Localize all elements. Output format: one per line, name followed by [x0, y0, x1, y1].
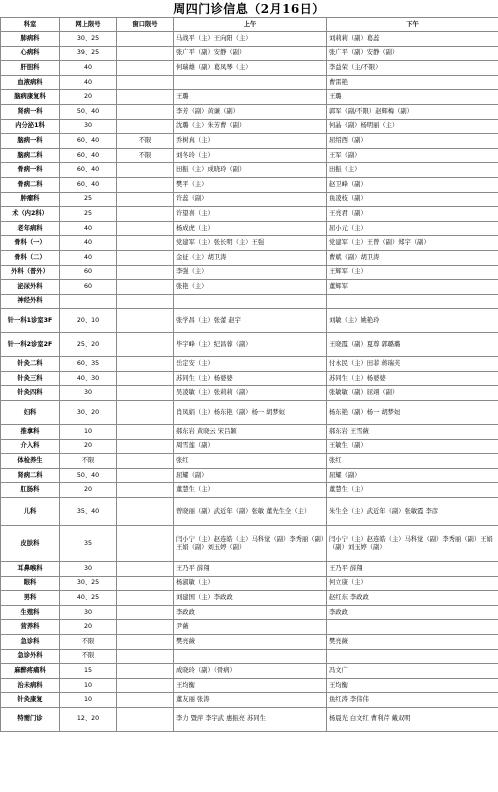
- afternoon-doctors-cell: 何立康（主）: [327, 576, 498, 591]
- window-limit-cell: [117, 119, 174, 134]
- afternoon-doctors-cell: 董慧生（主）: [327, 483, 498, 498]
- online-limit-cell: 30、20: [60, 401, 117, 425]
- sheet-title: 周四门诊信息（2月16日）: [173, 2, 325, 16]
- dept-cell: 急诊外科: [1, 649, 60, 664]
- dept-cell: 肾病一科: [1, 104, 60, 119]
- dept-cell: 泌尿外科: [1, 280, 60, 295]
- table-row: [1, 664, 498, 679]
- schedule-table: [0, 17, 498, 732]
- online-limit-cell: 30、25: [60, 576, 117, 591]
- table-row: [1, 401, 498, 425]
- table-row: [1, 148, 498, 163]
- dept-cell: 特需门诊: [1, 707, 60, 731]
- window-limit-cell: [117, 483, 174, 498]
- table-row: [1, 250, 498, 265]
- window-limit-cell: 不限: [117, 134, 174, 149]
- online-limit-cell: 20、10: [60, 309, 117, 333]
- window-limit-cell: [117, 357, 174, 372]
- online-limit-cell: 40: [60, 75, 117, 90]
- morning-doctors-cell: 沈璐（主）朱芳曹（副）: [174, 119, 327, 134]
- afternoon-doctors-cell: 赵卫峰（副）: [327, 177, 498, 192]
- window-limit-cell: [117, 250, 174, 265]
- table-row: [1, 221, 498, 236]
- table-row: [1, 119, 498, 134]
- online-limit-cell: 30: [60, 119, 117, 134]
- dept-cell: 眼科: [1, 576, 60, 591]
- table-row: [1, 605, 498, 620]
- table-row: [1, 309, 498, 333]
- dept-cell: 老年病科: [1, 221, 60, 236]
- dept-cell: 骨科（二）: [1, 250, 60, 265]
- table-row: [1, 357, 498, 372]
- table-row: [1, 693, 498, 708]
- table-row: [1, 591, 498, 606]
- dept-cell: 皮肤科: [1, 526, 60, 562]
- online-limit-cell: 35: [60, 526, 117, 562]
- online-limit-cell: [60, 294, 117, 309]
- morning-doctors-cell: 李力 暨萍 李宇武 惠振亮 苏同生: [174, 707, 327, 731]
- afternoon-doctors-cell: 王敏生（副）: [327, 439, 498, 454]
- afternoon-doctors-cell: 赵红东 李政政: [327, 591, 498, 606]
- morning-doctors-cell: 岳定安（主）: [174, 357, 327, 372]
- table-row: [1, 294, 498, 309]
- table-row: [1, 454, 498, 469]
- afternoon-doctors-cell: 董辉军: [327, 280, 498, 295]
- online-limit-cell: 60、40: [60, 177, 117, 192]
- dept-cell: 男科: [1, 591, 60, 606]
- window-limit-cell: [117, 498, 174, 526]
- dept-cell: 内分泌1科: [1, 119, 60, 134]
- table-row: [1, 483, 498, 498]
- window-limit-cell: [117, 664, 174, 679]
- window-limit-cell: [117, 635, 174, 650]
- dept-cell: 肛肠科: [1, 483, 60, 498]
- morning-doctors-cell: 屈耀（副）: [174, 468, 327, 483]
- dept-cell: 骨病一科: [1, 163, 60, 178]
- morning-doctors-cell: 董友丽 张涛: [174, 693, 327, 708]
- online-limit-cell: 不限: [60, 649, 117, 664]
- morning-doctors-cell: 党建军（主）张长明（主）王强: [174, 236, 327, 251]
- dept-cell: 营养科: [1, 620, 60, 635]
- morning-doctors-cell: 许望喜（主）: [174, 207, 327, 222]
- window-limit-cell: [117, 163, 174, 178]
- online-limit-cell: 30、25: [60, 32, 117, 47]
- window-limit-cell: [117, 591, 174, 606]
- window-limit-cell: [117, 371, 174, 386]
- window-limit-cell: [117, 707, 174, 731]
- dept-cell: 麻醉疼痛科: [1, 664, 60, 679]
- afternoon-doctors-cell: [327, 294, 498, 309]
- window-limit-cell: [117, 439, 174, 454]
- dept-cell: 治未病科: [1, 678, 60, 693]
- afternoon-doctors-cell: 王军（副）: [327, 148, 498, 163]
- online-limit-cell: 60、35: [60, 357, 117, 372]
- header-afternoon: 下午: [327, 18, 498, 32]
- dept-cell: 急诊科: [1, 635, 60, 650]
- table-row: [1, 386, 498, 401]
- afternoon-doctors-cell: 曹斌（副）胡卫涛: [327, 250, 498, 265]
- morning-doctors-cell: 张红: [174, 454, 327, 469]
- dept-cell: 心病科: [1, 46, 60, 61]
- online-limit-cell: 60: [60, 280, 117, 295]
- table-row: [1, 32, 498, 47]
- morning-doctors-cell: 何瑞雄（副）葛凤琴（主）: [174, 61, 327, 76]
- afternoon-doctors-cell: 刘莉莉（副）葛蕊: [327, 32, 498, 47]
- afternoon-doctors-cell: 王璐: [327, 90, 498, 105]
- online-limit-cell: 12、20: [60, 707, 117, 731]
- online-limit-cell: 20: [60, 90, 117, 105]
- table-row: [1, 90, 498, 105]
- afternoon-doctors-cell: 付永民（主）田菲 蒋瑞芙: [327, 357, 498, 372]
- dept-cell: 耳鼻喉科: [1, 562, 60, 577]
- morning-doctors-cell: 曾晓丽（副）武近年（副）张敏 董先生全（主）: [174, 498, 327, 526]
- online-limit-cell: 35、40: [60, 498, 117, 526]
- online-limit-cell: 30: [60, 605, 117, 620]
- afternoon-doctors-cell: 郝东岩 王雪薇: [327, 425, 498, 440]
- table-row: [1, 61, 498, 76]
- table-row: [1, 192, 498, 207]
- morning-doctors-cell: 张广平（副）安静（副）: [174, 46, 327, 61]
- window-limit-cell: [117, 236, 174, 251]
- table-row: [1, 678, 498, 693]
- online-limit-cell: 15: [60, 664, 117, 679]
- online-limit-cell: 30: [60, 386, 117, 401]
- window-limit-cell: [117, 562, 174, 577]
- afternoon-doctors-cell: 王亮君（副）: [327, 207, 498, 222]
- afternoon-doctors-cell: 鱼红涛 李伟伟: [327, 693, 498, 708]
- morning-doctors-cell: 李芳（副）黄谦（副）: [174, 104, 327, 119]
- window-limit-cell: [117, 309, 174, 333]
- schedule-table-body: [1, 18, 498, 732]
- morning-doctors-cell: 王璐: [174, 90, 327, 105]
- online-limit-cell: 40、30: [60, 371, 117, 386]
- online-limit-cell: 40、25: [60, 591, 117, 606]
- online-limit-cell: 60: [60, 265, 117, 280]
- dept-cell: 脑病康复科: [1, 90, 60, 105]
- table-row: [1, 104, 498, 119]
- online-limit-cell: 20: [60, 439, 117, 454]
- online-limit-cell: 不限: [60, 635, 117, 650]
- window-limit-cell: 不限: [117, 148, 174, 163]
- morning-doctors-cell: 王乃平 薛翔: [174, 562, 327, 577]
- afternoon-doctors-cell: 闫小宁（主）赵连皓（主）马科觉（副）李秀丽（副）王娟（副）刘玉婷（副）: [327, 526, 498, 562]
- online-limit-cell: 40: [60, 250, 117, 265]
- online-limit-cell: 10: [60, 693, 117, 708]
- morning-doctors-cell: 许蕊（副）: [174, 192, 327, 207]
- morning-doctors-cell: 田振（主）成晓玲（副）: [174, 163, 327, 178]
- afternoon-doctors-cell: 何晶（副）杨明丽（主）: [327, 119, 498, 134]
- window-limit-cell: [117, 192, 174, 207]
- table-row: [1, 425, 498, 440]
- afternoon-doctors-cell: 苏同生（主）杨婆婆: [327, 371, 498, 386]
- dept-cell: 针灸三科: [1, 371, 60, 386]
- window-limit-cell: [117, 46, 174, 61]
- online-limit-cell: 10: [60, 425, 117, 440]
- morning-doctors-cell: 金征（主）胡卫涛: [174, 250, 327, 265]
- table-row: [1, 562, 498, 577]
- afternoon-doctors-cell: 王均衡: [327, 678, 498, 693]
- window-limit-cell: [117, 605, 174, 620]
- table-row: [1, 707, 498, 731]
- morning-doctors-cell: [174, 294, 327, 309]
- window-limit-cell: [117, 678, 174, 693]
- dept-cell: 推拿科: [1, 425, 60, 440]
- morning-doctors-cell: 苏同生（主）杨婆婆: [174, 371, 327, 386]
- online-limit-cell: 40: [60, 236, 117, 251]
- dept-cell: 骨病二科: [1, 177, 60, 192]
- afternoon-doctors-cell: 张广平（副）安静（副）: [327, 46, 498, 61]
- dept-cell: 骨科（一）: [1, 236, 60, 251]
- online-limit-cell: 不限: [60, 454, 117, 469]
- dept-cell: 针一科1诊室3F: [1, 309, 60, 333]
- window-limit-cell: [117, 294, 174, 309]
- online-limit-cell: 60、40: [60, 163, 117, 178]
- table-row: [1, 236, 498, 251]
- window-limit-cell: [117, 693, 174, 708]
- afternoon-doctors-cell: 曹雷艳: [327, 75, 498, 90]
- afternoon-doctors-cell: 李政政: [327, 605, 498, 620]
- afternoon-doctors-cell: 杨东艳（副）杨一 胡梦姮: [327, 401, 498, 425]
- table-row: [1, 635, 498, 650]
- morning-doctors-cell: 尹薇: [174, 620, 327, 635]
- dept-cell: 脑病一科: [1, 134, 60, 149]
- morning-doctors-cell: 马战平（主）王向阳（主）: [174, 32, 327, 47]
- window-limit-cell: [117, 576, 174, 591]
- online-limit-cell: 25、20: [60, 333, 117, 357]
- online-limit-cell: 40: [60, 221, 117, 236]
- dept-cell: 体检养生: [1, 454, 60, 469]
- morning-doctors-cell: 乔树真（主）: [174, 134, 327, 149]
- window-limit-cell: [117, 207, 174, 222]
- afternoon-doctors-cell: 屈小元（主）: [327, 221, 498, 236]
- window-limit-cell: [117, 90, 174, 105]
- afternoon-doctors-cell: 朱生全（主）武近年（副）张敏霞 李彦: [327, 498, 498, 526]
- table-row: [1, 333, 498, 357]
- morning-doctors-cell: 成晓玲（副）（骨病）: [174, 664, 327, 679]
- header-dept: 科室: [1, 18, 60, 32]
- table-row: [1, 177, 498, 192]
- header-morning: 上午: [174, 18, 327, 32]
- table-row: [1, 134, 498, 149]
- afternoon-doctors-cell: 张敏敏（副）屈翊（副）: [327, 386, 498, 401]
- morning-doctors-cell: 杨淑敏（主）: [174, 576, 327, 591]
- window-limit-cell: [117, 454, 174, 469]
- dept-cell: 血液病科: [1, 75, 60, 90]
- afternoon-doctors-cell: [327, 649, 498, 664]
- window-limit-cell: [117, 649, 174, 664]
- table-row: [1, 526, 498, 562]
- morning-doctors-cell: [174, 649, 327, 664]
- afternoon-doctors-cell: 王辉军（主）: [327, 265, 498, 280]
- online-limit-cell: 20: [60, 483, 117, 498]
- dept-cell: 肾病二科: [1, 468, 60, 483]
- afternoon-doctors-cell: 屈耀（副）: [327, 468, 498, 483]
- morning-doctors-cell: 毕宇峰（主）纪昌蓉（副）: [174, 333, 327, 357]
- morning-doctors-cell: 樊平（主）: [174, 177, 327, 192]
- morning-doctors-cell: 吴凌敏（主）张莉莉（副）: [174, 386, 327, 401]
- afternoon-doctors-cell: 杨晨光 白文红 曹利芹 戴双明: [327, 707, 498, 731]
- dept-cell: 肝胆科: [1, 61, 60, 76]
- online-limit-cell: 50、40: [60, 104, 117, 119]
- window-limit-cell: [117, 401, 174, 425]
- afternoon-doctors-cell: 王乃平 薛翔: [327, 562, 498, 577]
- dept-cell: 针灸康复: [1, 693, 60, 708]
- window-limit-cell: [117, 221, 174, 236]
- morning-doctors-cell: 樊亮薇: [174, 635, 327, 650]
- window-limit-cell: [117, 386, 174, 401]
- morning-doctors-cell: 郝东岩 黄晓云 宋吕颖: [174, 425, 327, 440]
- afternoon-doctors-cell: 刘敏（主）姚艳玲: [327, 309, 498, 333]
- morning-doctors-cell: 李政政: [174, 605, 327, 620]
- dept-cell: 神经外科: [1, 294, 60, 309]
- dept-cell: 肺病科: [1, 32, 60, 47]
- afternoon-doctors-cell: 张红: [327, 454, 498, 469]
- window-limit-cell: [117, 75, 174, 90]
- dept-cell: 妇科: [1, 401, 60, 425]
- afternoon-doctors-cell: 李益荣（主/不限）: [327, 61, 498, 76]
- online-limit-cell: 40: [60, 61, 117, 76]
- dept-cell: 针灸二科: [1, 357, 60, 372]
- window-limit-cell: [117, 177, 174, 192]
- window-limit-cell: [117, 620, 174, 635]
- morning-doctors-cell: 张艳（主）: [174, 280, 327, 295]
- afternoon-doctors-cell: [327, 620, 498, 635]
- morning-doctors-cell: [174, 75, 327, 90]
- table-header-row: [1, 18, 498, 32]
- afternoon-doctors-cell: 屈绍西（副）: [327, 134, 498, 149]
- table-row: [1, 649, 498, 664]
- dept-cell: 肿瘤科: [1, 192, 60, 207]
- afternoon-doctors-cell: 鱼凌枝（副）: [327, 192, 498, 207]
- dept-cell: 脑病二科: [1, 148, 60, 163]
- window-limit-cell: [117, 280, 174, 295]
- table-row: [1, 498, 498, 526]
- online-limit-cell: 25: [60, 192, 117, 207]
- dept-cell: 儿科: [1, 498, 60, 526]
- online-limit-cell: 30: [60, 562, 117, 577]
- morning-doctors-cell: 闫小宁（主）赵连皓（主）马科觉（副）李秀丽（副）王娟（副）刘玉婷（副）: [174, 526, 327, 562]
- online-limit-cell: 60、40: [60, 134, 117, 149]
- window-limit-cell: [117, 32, 174, 47]
- morning-doctors-cell: 周雪莲（副）: [174, 439, 327, 454]
- table-row: [1, 439, 498, 454]
- morning-doctors-cell: 刘建国（主）李政政: [174, 591, 327, 606]
- afternoon-doctors-cell: 田振（主）: [327, 163, 498, 178]
- table-row: [1, 468, 498, 483]
- morning-doctors-cell: 董慧生（主）: [174, 483, 327, 498]
- table-row: [1, 371, 498, 386]
- online-limit-cell: 25: [60, 207, 117, 222]
- table-row: [1, 280, 498, 295]
- window-limit-cell: [117, 61, 174, 76]
- table-row: [1, 163, 498, 178]
- morning-doctors-cell: 王均衡: [174, 678, 327, 693]
- table-row: [1, 207, 498, 222]
- online-limit-cell: 10: [60, 678, 117, 693]
- header-online-limit: 网上限号: [60, 18, 117, 32]
- afternoon-doctors-cell: 郭军（副/不限）赵辉梅（副）: [327, 104, 498, 119]
- online-limit-cell: 50、40: [60, 468, 117, 483]
- header-window-limit: 窗口限号: [117, 18, 174, 32]
- window-limit-cell: [117, 468, 174, 483]
- afternoon-doctors-cell: 王晓霞（副）夏尊 郭璐璐: [327, 333, 498, 357]
- table-row: [1, 576, 498, 591]
- window-limit-cell: [117, 526, 174, 562]
- dept-cell: 外科（普外）: [1, 265, 60, 280]
- morning-doctors-cell: 杨成虎（主）: [174, 221, 327, 236]
- morning-doctors-cell: 张学昌（主）张蕾 赵宇: [174, 309, 327, 333]
- table-row: [1, 46, 498, 61]
- dept-cell: 针一科2诊室2F: [1, 333, 60, 357]
- afternoon-doctors-cell: 冯文广: [327, 664, 498, 679]
- table-row: [1, 265, 498, 280]
- online-limit-cell: 20: [60, 620, 117, 635]
- online-limit-cell: 39、25: [60, 46, 117, 61]
- morning-doctors-cell: 刘冬玲（主）: [174, 148, 327, 163]
- window-limit-cell: [117, 333, 174, 357]
- table-row: [1, 620, 498, 635]
- window-limit-cell: [117, 104, 174, 119]
- window-limit-cell: [117, 265, 174, 280]
- dept-cell: 生殖科: [1, 605, 60, 620]
- online-limit-cell: 60、40: [60, 148, 117, 163]
- table-row: [1, 75, 498, 90]
- afternoon-doctors-cell: 党建军（主）王曾（副）郑宇（副）: [327, 236, 498, 251]
- window-limit-cell: [117, 425, 174, 440]
- dept-cell: 针灸四科: [1, 386, 60, 401]
- morning-doctors-cell: 肖凤娟（主）杨东艳（副）杨一 胡梦姮: [174, 401, 327, 425]
- dept-cell: 介入科: [1, 439, 60, 454]
- morning-doctors-cell: 李强（主）: [174, 265, 327, 280]
- dept-cell: 术（内2科）: [1, 207, 60, 222]
- afternoon-doctors-cell: 樊亮薇: [327, 635, 498, 650]
